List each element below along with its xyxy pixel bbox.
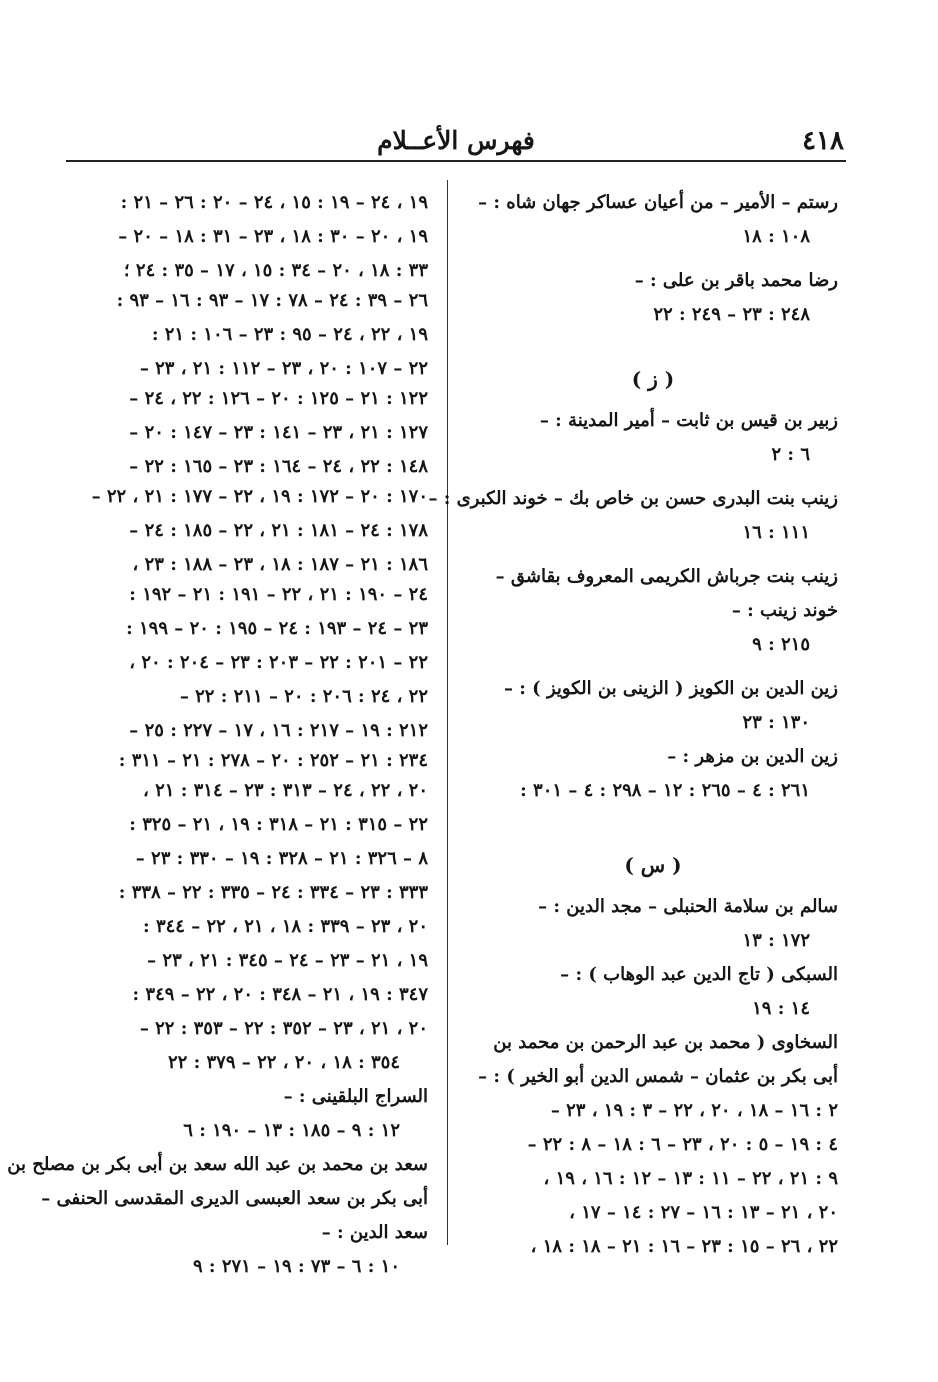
entry-refs: ١٠٨ : ١٨ (742, 226, 810, 247)
entry-name: زين الدين بن مزهر : – (667, 746, 838, 767)
page-title: فهرس الأعــلام (377, 126, 535, 155)
index-entry (468, 404, 838, 472)
continuation-line: ٣٣ : ١٨ ، ٢٠ – ٣٤ : ١٥ ، ١٧ – ٣٥ : ٢٤ ؛ (123, 260, 428, 281)
index-entry (468, 1026, 838, 1264)
entry-name: السبكى ( تاج الدين عبد الوهاب ) : – (560, 964, 838, 985)
entry-refs: ١٠ : ٦ – ٧٣ : ١٩ – ٢٧١ : ٩ (192, 1256, 400, 1277)
continuation-line: ٢٣ – ٢٤ – ١٩٣ : ٢٤ – ١٩٥ : ٢٠ – ١٩٩ : (126, 618, 428, 639)
entry-refs: ١٢ : ٩ – ١٨٥ : ١٣ – ١٩٠ : ٦ (183, 1120, 400, 1141)
entry-refs: ١١١ : ١٦ (742, 522, 810, 543)
continuation-line: ١٩ ، ٢١ – ٢٣ – ٢٤ – ٣٤٥ : ٢١ ، ٢٣ – (147, 950, 428, 971)
continuation-line: ٢٠ ، ٢١ ، ٢٣ – ٣٥٢ : ٢٢ – ٣٥٣ : ٢٢ – (139, 1018, 428, 1039)
right-column (428, 186, 838, 1264)
entry-name-line: أبى بكر بن سعد العبسى الديرى المقدسى الحنفى – (41, 1188, 428, 1209)
continuation-line: ٨ – ٣٢٦ : ٢١ – ٣٢٨ : ١٩ – ٣٣٠ : ٢٣ – (135, 848, 428, 869)
index-entry (468, 264, 838, 332)
entry-refs-line: ٤ : ١٩ – ٥ : ٢٠ ، ٢٣ – ٦ : ١٨ – ٨ : ٢٢ – (527, 1134, 838, 1155)
continuation-line: ١٧٠ : ٢٠ – ١٧٢ : ١٩ ، ٢٢ – ١٧٧ : ٢١ ، ٢٢ – (91, 486, 428, 507)
entry-name: زينب بنت جرباش الكريمى المعروف بقاشق – خوند زينب : – (495, 566, 838, 621)
continuation-line: ٢٠ ، ٢٣ – ٣٣٩ : ١٨ ، ٢١ ، ٢٢ – ٣٤٤ : (143, 916, 428, 937)
continuation-line: ١٩ ، ٢٠ – ٣٠ : ١٨ ، ٢٣ – ٣١ : ١٨ – ٢٠ – (118, 226, 428, 247)
continuation-line: ١٨٦ : ٢١ – ١٨٧ : ١٨ ، ٢٣ – ١٨٨ : ٢٣ ، (132, 554, 428, 575)
entry-refs: ٢٤٨ : ٢٣ – ٢٤٩ : ٢٢ (653, 304, 810, 325)
continuation-line: ٢٢ – ٣١٥ : ٢١ – ٣١٨ : ١٩ ، ٢١ – ٣٢٥ : (129, 814, 428, 835)
continuation-line: ٢٣٤ : ٢١ – ٢٥٢ : ٢٠ – ٢٧٨ : ٢١ – ٣١١ : (118, 750, 428, 771)
continuation-line: ١٢٧ : ٢١ ، ٢٣ – ١٤١ : ٢٣ – ١٤٧ : ٢٠ – (129, 422, 428, 443)
index-entry (468, 186, 838, 254)
entry-name: زبير بن قيس بن ثابت – أمير المدينة : – (539, 410, 838, 431)
entry-refs: ٢٦١ : ٤ – ٢٦٥ : ١٢ – ٢٩٨ : ٤ – ٣٠١ : (520, 780, 810, 801)
index-entry (468, 958, 838, 1026)
entry-refs: ١٣٠ : ٢٣ (742, 712, 810, 733)
header-rule (66, 160, 846, 162)
entry-refs-line: ٢٢ ، ٢٦ – ١٥ : ٢٣ – ١٦ : ٢١ – ١٨ : ١٨ ، (530, 1236, 838, 1257)
entry-name-line: سعد بن محمد بن عبد الله سعد بن أبى بكر بن مصلح بن (7, 1154, 428, 1175)
entry-refs-line: ٩ : ٢١ ، ٢٢ – ١١ : ١٣ – ١٢ : ١٦ ، ١٩ ، (543, 1168, 838, 1189)
section-heading-sin: ( س ) (624, 853, 682, 877)
continuation-line: ٢٤ – ١٩٠ : ٢١ ، ٢٢ – ١٩١ : ٢١ – ١٩٢ : (129, 584, 428, 605)
index-entry (66, 1080, 428, 1148)
entry-refs: ١٧٢ : ١٣ (742, 930, 810, 951)
index-entry (468, 740, 838, 808)
entry-refs: ٦ : ٢ (771, 444, 810, 465)
entry-name: زين الدين بن الكويز ( الزينى بن الكويز ) : – (503, 678, 838, 699)
continuation-line: ٢٢ ، ٢٤ : ٢٠٦ : ٢٠ – ٢١١ : ٢٢ – (179, 686, 428, 707)
index-entry (468, 890, 838, 958)
continuation-line: ٢١٢ : ١٩ – ٢١٧ : ١٦ ، ١٧ – ٢٢٧ : ٢٥ – (129, 720, 428, 741)
continuation-line: ١٩ ، ٢٢ ، ٢٤ – ٩٥ : ٢٣ – ١٠٦ : ٢١ : (151, 324, 428, 345)
entry-name: السخاوى ( محمد بن عبد الرحمن بن محمد بن أبى بكر بن عثمان – شمس الدين أبو الخير ) : – (478, 1032, 838, 1087)
continuation-line: ١٩ ، ٢٤ – ١٩ : ١٥ ، ٢٤ – ٢٠ : ٢٦ – ٢١ : (120, 192, 428, 213)
section-heading-zay: ( ز ) (631, 367, 675, 391)
continuation-line: ٢٢ – ٢٠١ : ٢٢ – ٢٠٣ : ٢٣ – ٢٠٤ : ٢٠ ، (129, 652, 428, 673)
continuation-line: ١٤٨ : ٢٢ ، ٢٤ – ١٦٤ : ٢٣ – ١٦٥ : ٢٢ – (129, 456, 428, 477)
left-column (7, 186, 428, 1284)
index-entry (468, 672, 838, 740)
entry-refs: ٢١٥ : ٩ (752, 634, 810, 655)
continuation-line: ٣٥٤ : ١٨ ، ٢٠ ، ٢٢ – ٣٧٩ : ٢٢ (167, 1052, 400, 1073)
continuation-line: ١٧٨ : ٢٤ – ١٨١ : ٢١ ، ٢٢ – ١٨٥ : ٢٤ – (129, 520, 428, 541)
entry-name-line: سعد الدين : – (321, 1222, 428, 1243)
index-entry (7, 1148, 428, 1284)
entry-refs-line: ٢٠ ، ٢١ – ١٣ : ١٦ – ٢٧ : ١٤ – ١٧ ، (569, 1202, 838, 1223)
continuation-line: ٢٦ – ٣٩ : ٢٤ – ٧٨ : ١٧ – ٩٣ : ١٦ – ٩٣ : (116, 290, 428, 311)
page-number: ٤١٨ (802, 126, 844, 156)
index-entry (468, 560, 838, 662)
page-header (66, 118, 846, 162)
entry-name: رستم – الأمير – من أعيان عساكر جهان شاه : – (478, 192, 838, 213)
continuation-line: ٢٢ – ١٠٧ : ٢٠ ، ٢٣ – ١١٢ : ٢١ ، ٢٣ – (139, 358, 428, 379)
column-divider (447, 180, 448, 1245)
continuation-line: ٢٠ ، ٢٢ ، ٢٤ – ٣١٣ : ٢٣ – ٣١٤ : ٢١ ، (143, 780, 428, 801)
entry-name: رضا محمد باقر بن على : – (634, 270, 838, 291)
continuation-line: ١٢٢ : ٢١ – ١٢٥ : ٢٠ – ١٢٦ : ٢٢ ، ٢٤ – (129, 388, 428, 409)
entry-refs: ١٤ : ١٩ (752, 998, 810, 1019)
entry-refs-line: ٢ : ١٦ – ١٨ ، ٢٠ ، ٢٢ – ٣ : ١٩ ، ٢٣ – (550, 1100, 838, 1121)
continuation-line: ٣٤٧ : ١٩ ، ٢١ – ٣٤٨ : ٢٠ ، ٢٢ – ٣٤٩ : (132, 984, 428, 1005)
continuation-line: ٣٣٣ : ٢٣ – ٣٣٤ : ٢٤ – ٣٣٥ : ٢٢ – ٣٣٨ : (118, 882, 428, 903)
entry-name: زينب بنت البدرى حسن بن خاص بك – خوند الكبرى : – (428, 488, 838, 509)
entry-name: السراج البلقينى : – (283, 1086, 428, 1107)
index-entry (428, 482, 838, 550)
entry-name: سالم بن سلامة الحنبلى – مجد الدين : – (538, 896, 838, 917)
